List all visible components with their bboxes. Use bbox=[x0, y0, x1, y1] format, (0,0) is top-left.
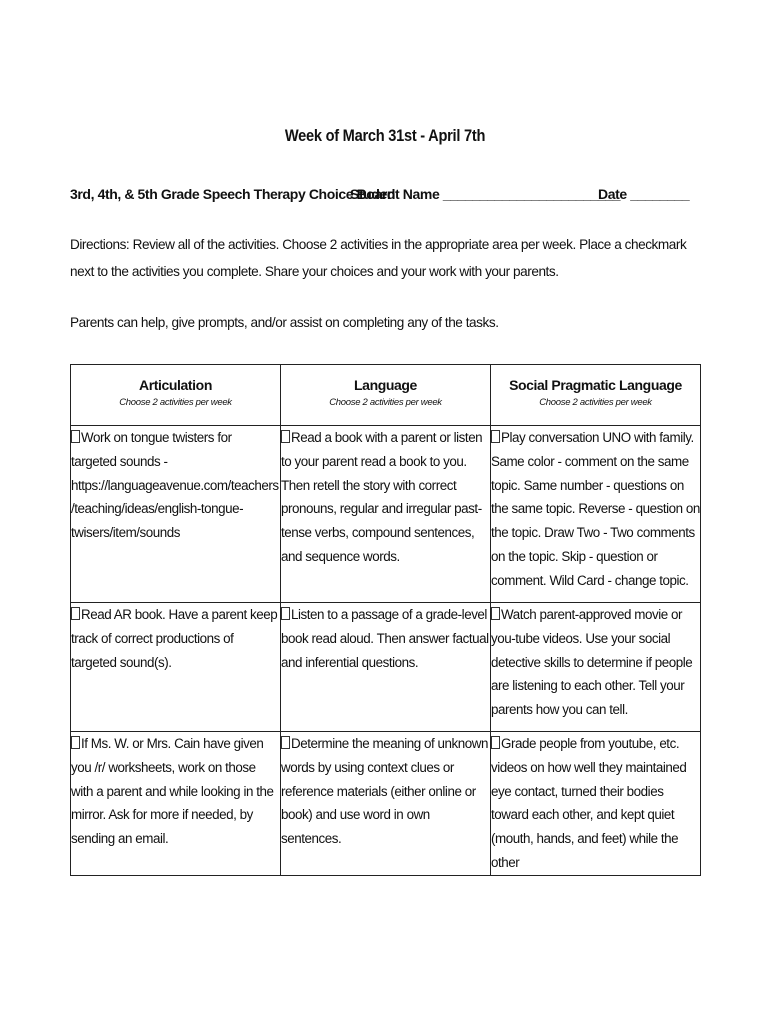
activity-cell bbox=[71, 426, 281, 603]
board-title: 3rd, 4th, & 5th Grade Speech Therapy Choice Board bbox=[70, 186, 396, 202]
student-name-field: Student Name ________________________ bbox=[350, 186, 621, 202]
activity-cell bbox=[491, 603, 701, 732]
column-subtitle: Choose 2 activities per week bbox=[119, 397, 232, 408]
activity-text: Determine the meaning of unknown words by using context clues or reference materials (either online or book) and use word in own sentences. bbox=[281, 736, 488, 847]
column-title: Social Pragmatic Language bbox=[509, 377, 682, 393]
checkbox-icon[interactable] bbox=[281, 607, 290, 620]
activity-cell bbox=[281, 732, 491, 876]
activity-cell bbox=[71, 603, 281, 732]
parents-note: Parents can help, give prompts, and/or assist on completing any of the tasks. bbox=[70, 315, 499, 330]
activity-text: Read AR book. Have a parent keep track of correct productions of targeted sound(s). bbox=[71, 607, 278, 670]
checkbox-icon[interactable] bbox=[281, 736, 290, 749]
activity-cell bbox=[281, 603, 491, 732]
checkbox-icon[interactable] bbox=[491, 430, 500, 443]
page-title: Week of March 31st - April 7th bbox=[284, 126, 486, 145]
table-row bbox=[71, 732, 701, 876]
column-header-social-pragmatic bbox=[491, 365, 701, 426]
column-subtitle: Choose 2 activities per week bbox=[539, 397, 652, 408]
activity-cell bbox=[491, 426, 701, 603]
directions-text: Directions: Review all of the activities. Choose 2 activities in the appropriate area per week. Place a checkmark next to the activities you complete. Share your choices and your work with your parents. bbox=[70, 237, 687, 279]
activity-cell bbox=[71, 732, 281, 876]
checkbox-icon[interactable] bbox=[491, 736, 500, 749]
table-row bbox=[71, 426, 701, 603]
activity-cell bbox=[491, 732, 701, 876]
activity-text: Work on tongue twisters for targeted sounds - https://languageavenue.com/teachers/teaching/ideas/english-tongue-twisers/item/sounds bbox=[71, 430, 279, 541]
column-title: Language bbox=[354, 377, 417, 393]
activity-text: Listen to a passage of a grade-level book read aloud. Then answer factual and inferential questions. bbox=[281, 607, 489, 670]
table-header-row bbox=[71, 365, 701, 426]
table-row bbox=[71, 603, 701, 732]
activity-text: Play conversation UNO with family. Same color - comment on the same topic. Same number - questions on the same topic. Reverse - question on the topic. Draw Two - Two comments on the topic. Skip - question or comment. Wild Card - change topic. bbox=[491, 430, 700, 588]
column-header-articulation bbox=[71, 365, 281, 426]
activity-text: Grade people from youtube, etc. videos on how well they maintained eye contact, turned their bodies toward each other, and kept quiet (mouth, hands, and feet) while the other bbox=[491, 736, 687, 870]
activity-cell bbox=[281, 426, 491, 603]
column-header-language bbox=[281, 365, 491, 426]
checkbox-icon[interactable] bbox=[71, 430, 80, 443]
activity-text: Watch parent-approved movie or you-tube videos. Use your social detective skills to determine if people are listening to each other. Tell your parents how you can tell. bbox=[491, 607, 693, 718]
checkbox-icon[interactable] bbox=[71, 736, 80, 749]
column-title: Articulation bbox=[139, 377, 212, 393]
checkbox-icon[interactable] bbox=[71, 607, 80, 620]
column-subtitle: Choose 2 activities per week bbox=[329, 397, 442, 408]
activity-text: If Ms. W. or Mrs. Cain have given you /r/ worksheets, work on those with a parent and while looking in the mirror. Ask for more if needed, by sending an email. bbox=[71, 736, 274, 847]
choice-board-table bbox=[70, 364, 701, 876]
date-field: Date ________ bbox=[598, 186, 690, 202]
checkbox-icon[interactable] bbox=[281, 430, 290, 443]
checkbox-icon[interactable] bbox=[491, 607, 500, 620]
activity-text: Read a book with a parent or listen to your parent read a book to you. Then retell the story with correct pronouns, regular and irregular past-tense verbs, compound sentences, and sequence words. bbox=[281, 430, 483, 564]
